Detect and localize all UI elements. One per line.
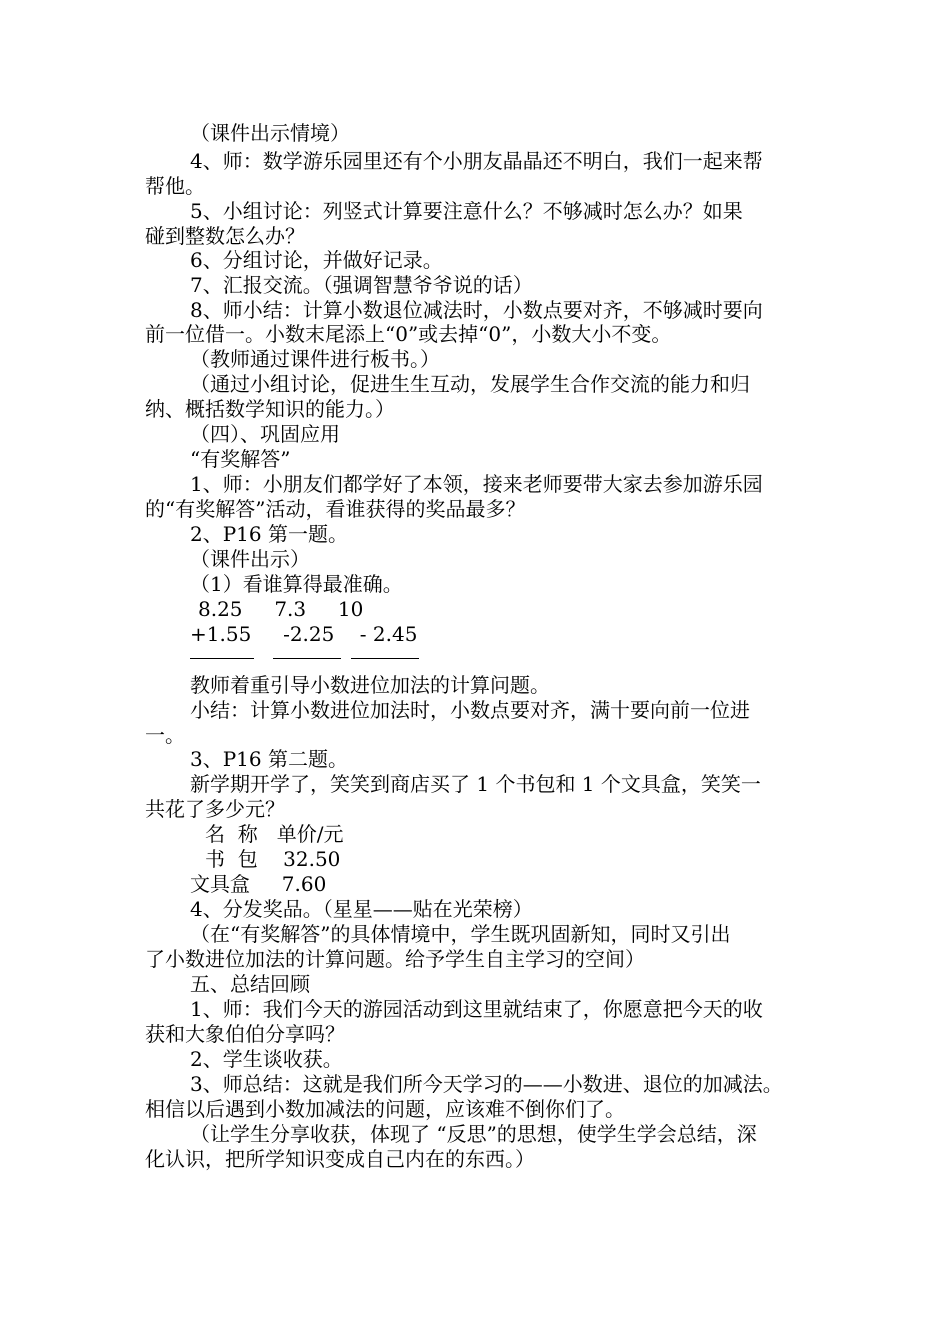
answer-line — [351, 658, 419, 659]
text-line: 7、汇报交流。（强调智慧爷爷说的话） — [190, 273, 533, 297]
price-table-row: 书 包 32.50 — [205, 847, 341, 871]
text-line: 3、师总结：这就是我们所今天学习的——小数进、退位的加减法。 — [190, 1072, 783, 1096]
text-line: 一。 — [145, 723, 185, 747]
answer-line — [273, 658, 341, 659]
text-line: 新学期开学了，笑笑到商店买了 1 个书包和 1 个文具盒，笑笑一 — [190, 772, 761, 796]
text-line: 6、分组讨论，并做好记录。 — [190, 248, 443, 272]
text-line: （通过小组讨论，促进生生互动，发展学生合作交流的能力和归 — [190, 372, 750, 396]
text-line: 1、师：我们今天的游园活动到这里就结束了，你愿意把今天的收 — [190, 997, 763, 1021]
text-line: （1）看谁算得最准确。 — [190, 572, 403, 596]
text-line: 5、小组讨论：列竖式计算要注意什么？不够减时怎么办？如果 — [190, 199, 743, 223]
text-line: （课件出示情境） — [190, 121, 350, 145]
price-table-header: 名 称 单价/元 — [205, 822, 344, 846]
text-line: （让学生分享收获，体现了 “反思”的思想，使学生学会总结，深 — [190, 1122, 757, 1146]
section-heading: （四）、巩固应用 — [190, 422, 340, 446]
text-line: 了小数进位加法的计算问题。给予学生自主学习的空间） — [145, 947, 645, 971]
text-line: （在“有奖解答”的具体情境中，学生既巩固新知，同时又引出 — [190, 922, 731, 946]
problem-operands: +1.55 -2.25 - 2.45 — [190, 622, 418, 646]
text-line: 碰到整数怎么办？ — [145, 224, 305, 248]
text-line: 前一位借一。小数末尾添上“0”或去掉“0”，小数大小不变。 — [145, 322, 672, 346]
text-line: （教师通过课件进行板书。） — [190, 347, 440, 371]
text-line: 2、P16 第一题。 — [190, 522, 348, 546]
text-line: 纳、概括数学知识的能力。） — [145, 397, 395, 421]
text-line: 8、师小结：计算小数退位减法时，小数点要对齐，不够减时要向 — [190, 298, 763, 322]
text-line: 的“有奖解答”活动，看谁获得的奖品最多？ — [145, 497, 526, 521]
price-table-row: 文具盒 7.60 — [190, 872, 327, 896]
text-line: （课件出示） — [190, 547, 310, 571]
text-line: 4、分发奖品。（星星——贴在光荣榜） — [190, 897, 533, 921]
text-line: 4、师：数学游乐园里还有个小朋友晶晶还不明白，我们一起来帮 — [190, 149, 763, 173]
text-line: 3、P16 第二题。 — [190, 747, 348, 771]
problem-operands: 8.25 7.3 10 — [198, 597, 364, 621]
text-line: “有奖解答” — [190, 447, 291, 471]
text-line: 小结：计算小数进位加法时，小数点要对齐，满十要向前一位进 — [190, 698, 750, 722]
text-line: 教师着重引导小数进位加法的计算问题。 — [190, 673, 550, 697]
text-line: 相信以后遇到小数加减法的问题，应该难不倒你们了。 — [145, 1097, 625, 1121]
text-line: 化认识，把所学知识变成自己内在的东西。） — [145, 1147, 535, 1171]
text-line: 2、学生谈收获。 — [190, 1047, 343, 1071]
text-line: 帮他。 — [145, 174, 205, 198]
answer-line — [190, 658, 254, 659]
text-line: 获和大象伯伯分享吗？ — [145, 1022, 345, 1046]
text-line: 共花了多少元？ — [145, 797, 285, 821]
section-heading: 五、总结回顾 — [190, 972, 310, 996]
text-line: 1、师：小朋友们都学好了本领，接来老师要带大家去参加游乐园 — [190, 472, 763, 496]
